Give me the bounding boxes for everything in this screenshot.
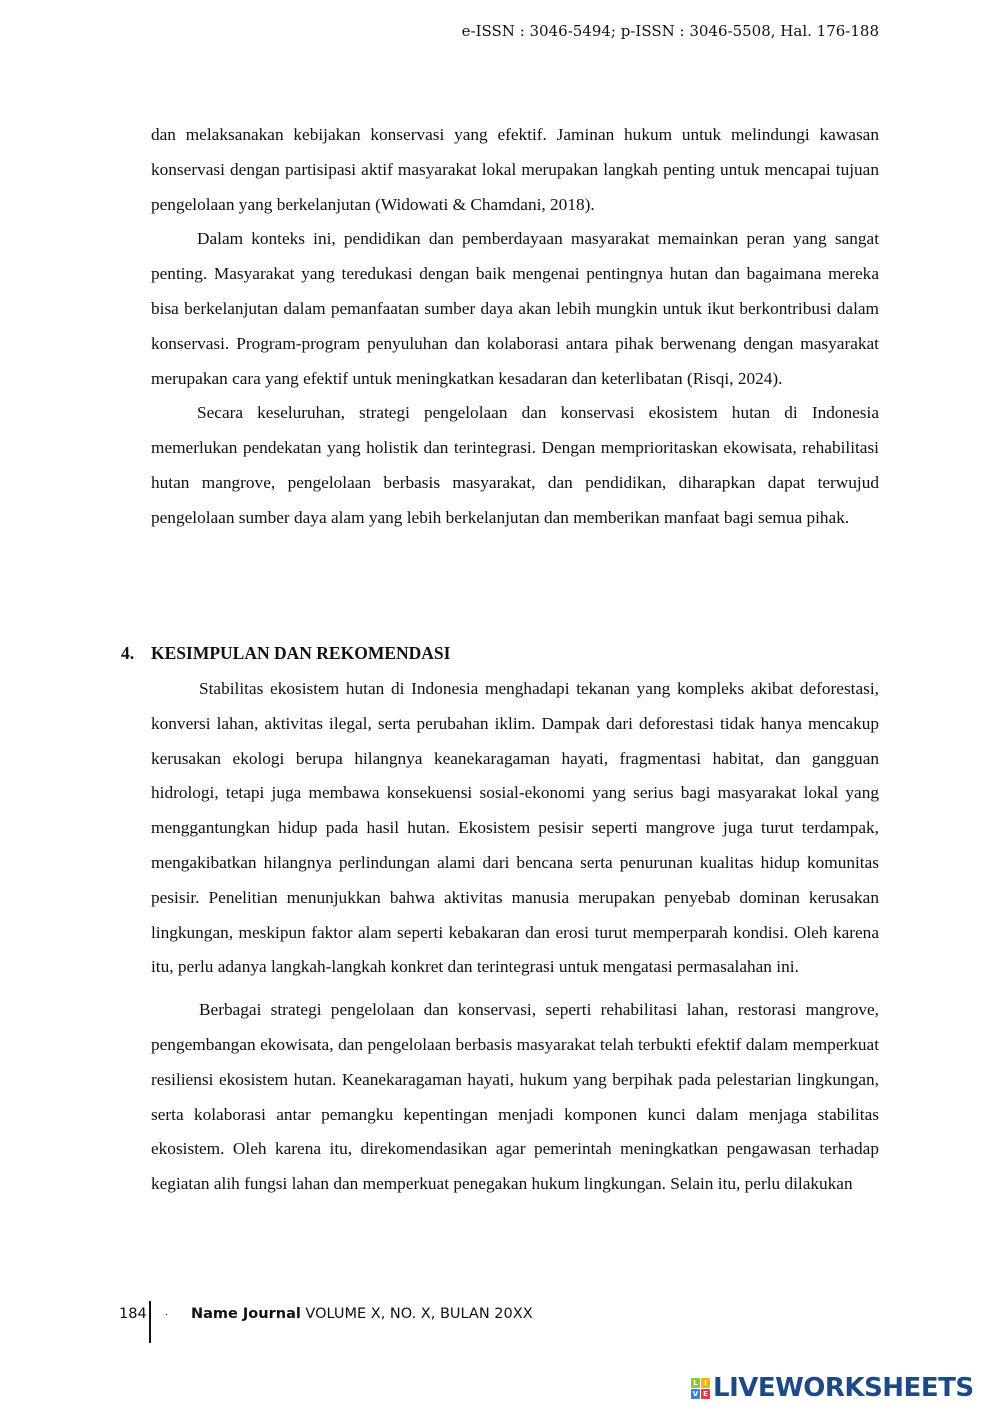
section-title: KESIMPULAN DAN REKOMENDASI [151, 643, 451, 663]
logo-text: LIVEWORKSHEETS [713, 1373, 974, 1403]
journal-name: Name Journal [191, 1306, 301, 1322]
footer-divider [149, 1301, 151, 1343]
grid-letter: E [701, 1389, 710, 1399]
section-number: 4. [121, 643, 135, 663]
paragraph: Stabilitas ekosistem hutan di Indonesia menghadapi tekanan yang kompleks akibat deforestasi, konversi lahan, aktivitas ilegal, serta perubahan iklim. Dampak dari deforestasi tidak hanya mencakup kerusakan ekologi berupa hilangnya keanekaragaman hayati, fragmentasi habitat, dan gangguan hidrologi, tetapi juga membawa konsekuensi sosial-ekonomi yang serius bagi masyarakat lokal yang menggantungkan hidup pada hasil hutan. Ekosistem pesisir seperti mangrove juga turut terdampak, mengakibatkan hilangnya perlindungan alami dari bencana serta penurunan kualitas hidup komunitas pesisir. Penelitian menunjukkan bahwa aktivitas manusia merupakan penyebab dominan kerusakan lingkungan, meskipun faktor alam seperti kebakaran dan erosi turut memperparah kondisi. Oleh karena itu, perlu adanya langkah-langkah konkret dan terintegrasi untuk mengatasi permasalahan ini. [151, 679, 879, 977]
issn-header: e-ISSN : 3046-5494; p-ISSN : 3046-5508, Hal. 176-188 [461, 22, 879, 40]
page-number: 184 [119, 1306, 147, 1322]
grid-letter: V [692, 1389, 699, 1398]
live-grid-icon [691, 1378, 710, 1399]
journal-info [191, 1306, 533, 1322]
body-text [151, 118, 879, 536]
paragraph: dan melaksanakan kebijakan konservasi yang efektif. Jaminan hukum untuk melindungi kawasan konservasi dengan partisipasi aktif masyarakat lokal merupakan langkah penting untuk mencapai tujuan pengelolaan yang berkelanjutan (Widowati & Chamdani, 2018). [151, 125, 879, 214]
footer-dot: . [165, 1307, 169, 1318]
grid-letter: L [691, 1378, 700, 1388]
section-heading [121, 643, 450, 664]
paragraph: Berbagai strategi pengelolaan dan konservasi, seperti rehabilitasi lahan, restorasi mangrove, pengembangan ekowisata, dan pengelolaan berbasis masyarakat telah terbukti efektif dalam memperkuat resiliensi ekosistem hutan. Keanekaragaman hayati, hukum yang berpihak pada pelestarian lingkungan, serta kolaborasi antar pemangku kepentingan menjadi komponen kunci dalam menjaga stabilitas ekosistem. Oleh karena itu, direkomendasikan agar pemerintah meningkatkan pengawasan terhadap kegiatan alih fungsi lahan dan memperkuat penegakan hukum lingkungan. Selain itu, perlu dilakukan [151, 1000, 879, 1194]
paragraph: Dalam konteks ini, pendidikan dan pemberdayaan masyarakat memainkan peran yang sangat penting. Masyarakat yang teredukasi dengan baik mengenai pentingnya hutan dan bagaimana mereka bisa berkelanjutan dalam pemanfaatan sumber daya akan lebih mungkin untuk ikut berkontribusi dalam konservasi. Program-program penyuluhan dan kolaborasi antara pihak berwenang dengan masyarakat merupakan cara yang efektif untuk meningkatkan kesadaran dan keterlibatan (Risqi, 2024). [151, 229, 879, 388]
paragraph: Secara keseluruhan, strategi pengelolaan dan konservasi ekosistem hutan di Indonesia memerlukan pendekatan yang holistik dan terintegrasi. Dengan memprioritaskan ekowisata, rehabilitasi hutan mangrove, pengelolaan berbasis masyarakat, dan pendidikan, diharapkan dapat terwujud pengelolaan sumber daya alam yang lebih berkelanjutan dan memberikan manfaat bagi semua pihak. [151, 403, 879, 527]
grid-letter: I [701, 1378, 710, 1388]
section-body [151, 672, 879, 1202]
journal-volume: VOLUME X, NO. X, BULAN 20XX [300, 1306, 533, 1322]
liveworksheets-logo [691, 1374, 974, 1402]
